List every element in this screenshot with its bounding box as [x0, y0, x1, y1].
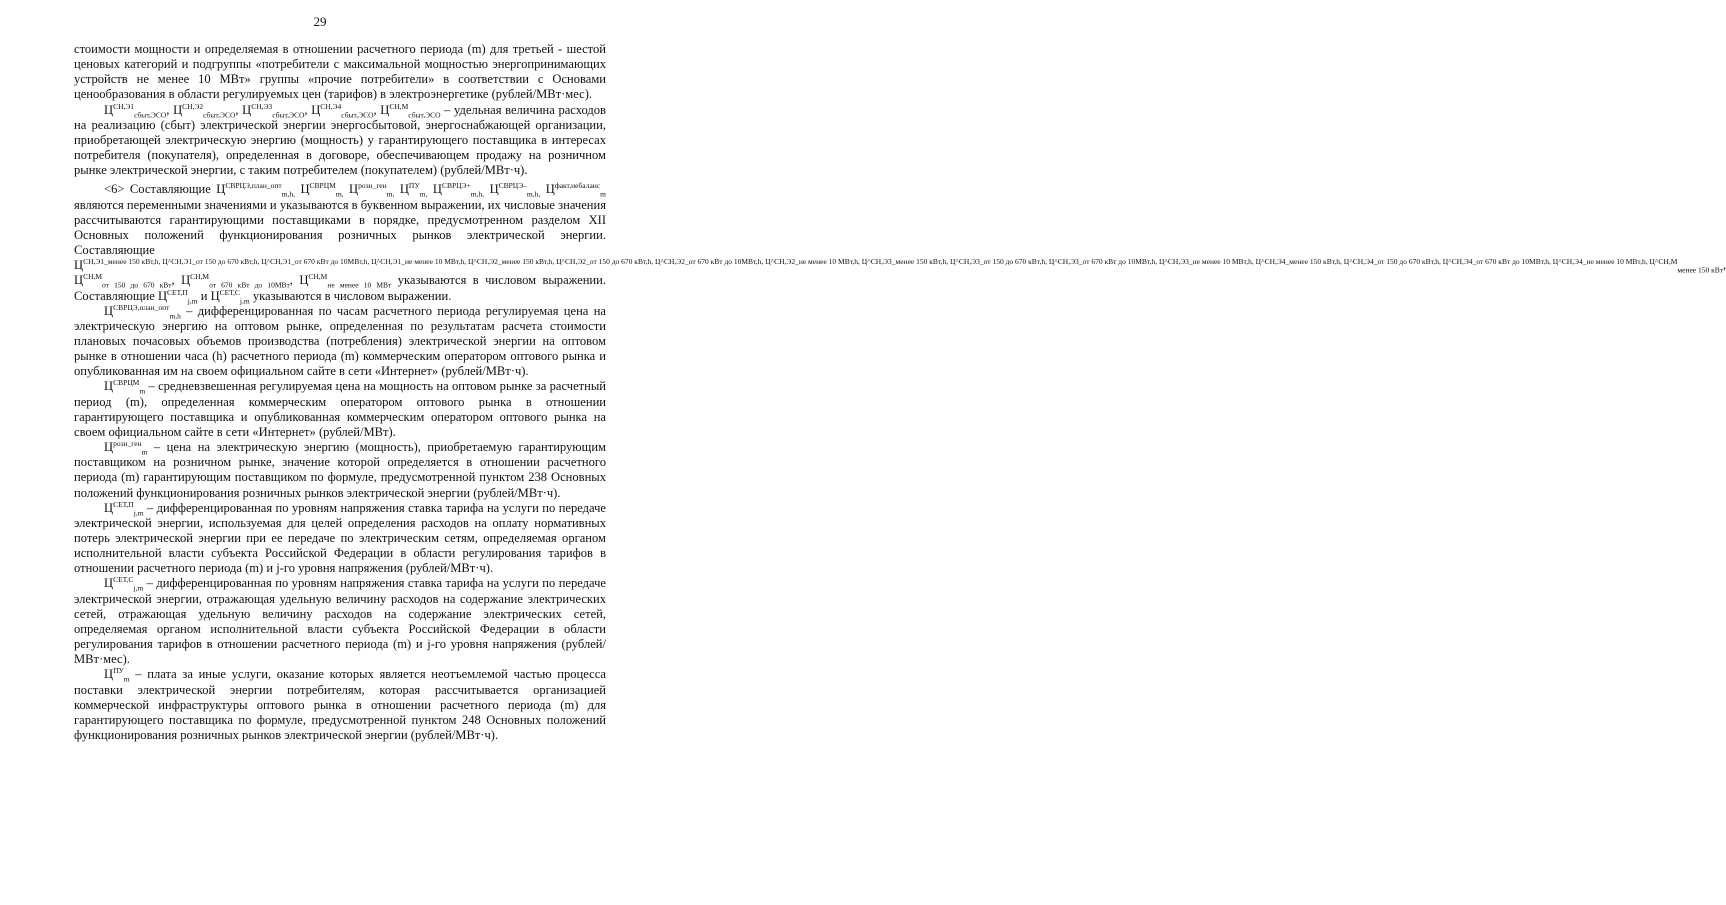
paragraph-loss-tariff: $Ц^{СЕТ,П}_{j,m}$ – дифференцированная по уровням напряжения ставка тарифа на услуги по передаче электрической энергии, используемая для целей определения расходов на оплату нормативных потерь электрической энергии при ее передаче по электрическим сетям, определяемая органом исполнительной власти субъекта Российской Федерации в области регулирования тарифов в отношении расчетного периода (m) и j-го уровня напряжения (рублей/МВт·ч). [74, 499, 606, 576]
paragraph-capacity-price: $Ц^{СВРЦМ}_m$ – средневзвешенная регулируемая цена на мощность на оптовом рынке за расчетный период (m), определенная коммерческим оператором оптового рынка в отношении гарантирующего поставщика и опубликованная коммерческим оператором оптового рынка на своем официальном сайте в сети «Интернет» (рублей/МВт). [74, 378, 606, 439]
document-body [74, 42, 1726, 743]
paragraph-energy-price: $Ц^{СВРЦЭ,план\_опт}_{m,h}$ – дифференцированная по часам расчетного периода регулируемая цена на электрическую энергию на оптовом рынке, определенная по результатам расчета стоимости плановых почасовых объемов производства (потребления) электрической энергии на оптовом рынке в отношении часа (h) расчетного периода (m) коммерческим оператором оптового рынка и опубликованная им на своем официальном сайте в сети «Интернет» (рублей/МВт·ч). [74, 302, 606, 379]
paragraph-other-services: $Ц^{ПУ}_m$ – плата за иные услуги, оказание которых является неотъемлемой частью процесса поставки электрической энергии потребителям, которая рассчитывается организацией коммерческой инфраструктуры оптового рынка в отношении расчетного периода (m) для гарантирующего поставщика по формуле, предусмотренной пунктом 248 Основных положений функционирования розничных рынков электрической энергии (рублей/МВт·ч). [74, 666, 606, 743]
paragraph-retail-price: $Ц^{розн\_ген}_m$ – цена на электрическую энергию (мощность), приобретаемую гарантирующим поставщиком на розничном рынке, значение которой определяется в отношении расчетного периода (m) гарантирующим поставщиком по формуле, предусмотренной пунктом 238 Основных положений функционирования розничных рынков электрической энергии (рублей/МВт·ч). [74, 438, 606, 500]
paragraph-capacity-cost: стоимости мощности и определяемая в отношении расчетного периода (m) для третьей - шестой ценовых категорий и подгруппы «потребители с максимальной мощностью энергопринимающих устройств не менее 10 МВт» группы «прочие потребители» в соответствии с Основами ценообразования в области регулируемых цен (тарифов) в электроэнергетике (рублей/МВт·мес). [74, 42, 606, 102]
page-number: 29 [313, 14, 327, 29]
paragraph-network-tariff: $Ц^{СЕТ,С}_{j,m}$ – дифференцированная по уровням напряжения ставка тарифа на услуги по передаче электрической энергии, отражающая удельную величину расходов на содержание электрических сетей, отражающая удельную величину расходов на содержание электрических сетей, определяемая органом исполнительной власти субъекта Российской Федерации в области регулирования тарифов в отношении расчетного периода (m) и j-го уровня напряжения (рублей/МВт·мес). [74, 575, 606, 667]
paragraph-sales-cost: $Ц^{СН,Э1}_{сбыт,ЭСО}$, $Ц^{СН,Э2}_{сбыт,ЭСО}$, $Ц^{СН,Э3}_{сбыт,ЭСО}$, $Ц^{СН,Э4}_{сбыт,ЭСО}$, $Ц^{СН,М}_{сбыт,ЭСО}$ – удельная величина расходов на реализацию (сбыт) электрической энергии энергосбытовой, энергоснабжающей организации, приобретающей электрическую энергию (мощность) у гарантирующего поставщика в интересах потребителя (покупателя), определенная в договоре, обеспечивающем продажу на розничном рынке электрической энергии, с таким потребителем (покупателем) (рублей/МВт·ч). [74, 101, 606, 178]
paragraph-footnote-6: <6> Составляющие $Ц^{СВРЦЭ,план\_опт}_{m,h,}$ $Ц^{СВРЦМ}_{m,}$ $Ц^{розн\_ген}_{m,}$ $Ц^{ПУ}_{m,}$ $Ц^{СВРЦЭ+}_{m,h,}$ $Ц^{СВРЦЭ-}_{m,h,}$ $Ц^{факт,небаланс}_m$ являются переменными значениями и указываются в буквенном выражении, их числовые значения рассчитываются гарантирующими поставщиками в порядке, предусмотренном разделом XII Основных положений функционирования розничных рынков электрической энергии. Составляющие ЦСН,Э1_менее 150 кВт,h, Ц^СН,Э1_от 150 до 670 кВт,h, Ц^СН,Э1_от 670 кВт до 10МВт,h, Ц^СН,Э1_не менее 10 МВт,h, Ц^СН,Э2_менее 150 кВт,h, Ц^СН,Э2_от 150 до 670 кВт,h, Ц^СН,Э2_от 670 кВт до 10МВт,h, Ц^СН,Э2_не менее 10 МВт,h, Ц^СН,Э3_менее 150 кВт,h, Ц^СН,Э3_от 150 до 670 кВт,h, Ц^СН,Э3_от 670 кВт до 10МВт,h, Ц^СН,Э3_не менее 10 МВт,h, Ц^СН,Э4_менее 150 кВт,h, Ц^СН,Э4_от 150 до 670 кВт,h, Ц^СН,Э4_от 670 кВт до 10МВт,h, Ц^СН,Э4_не менее 10 МВт,h, $Ц\^{}СН,М_{менее 150 кВт}$, $Ц^{СН,М}_{от 150 до 670 кВт}$, $Ц^{СН,М}_{от 670 кВт до 10МВт}$, $Ц^{СН,М}_{не менее 10 МВт}$ указываются в числовом выражении. Составляющие $Ц^{СЕТ,П}_{j,m}$ и $Ц^{СЕТ,С}_{j,m}$ указываются в числовом выражении. [74, 181, 1726, 305]
